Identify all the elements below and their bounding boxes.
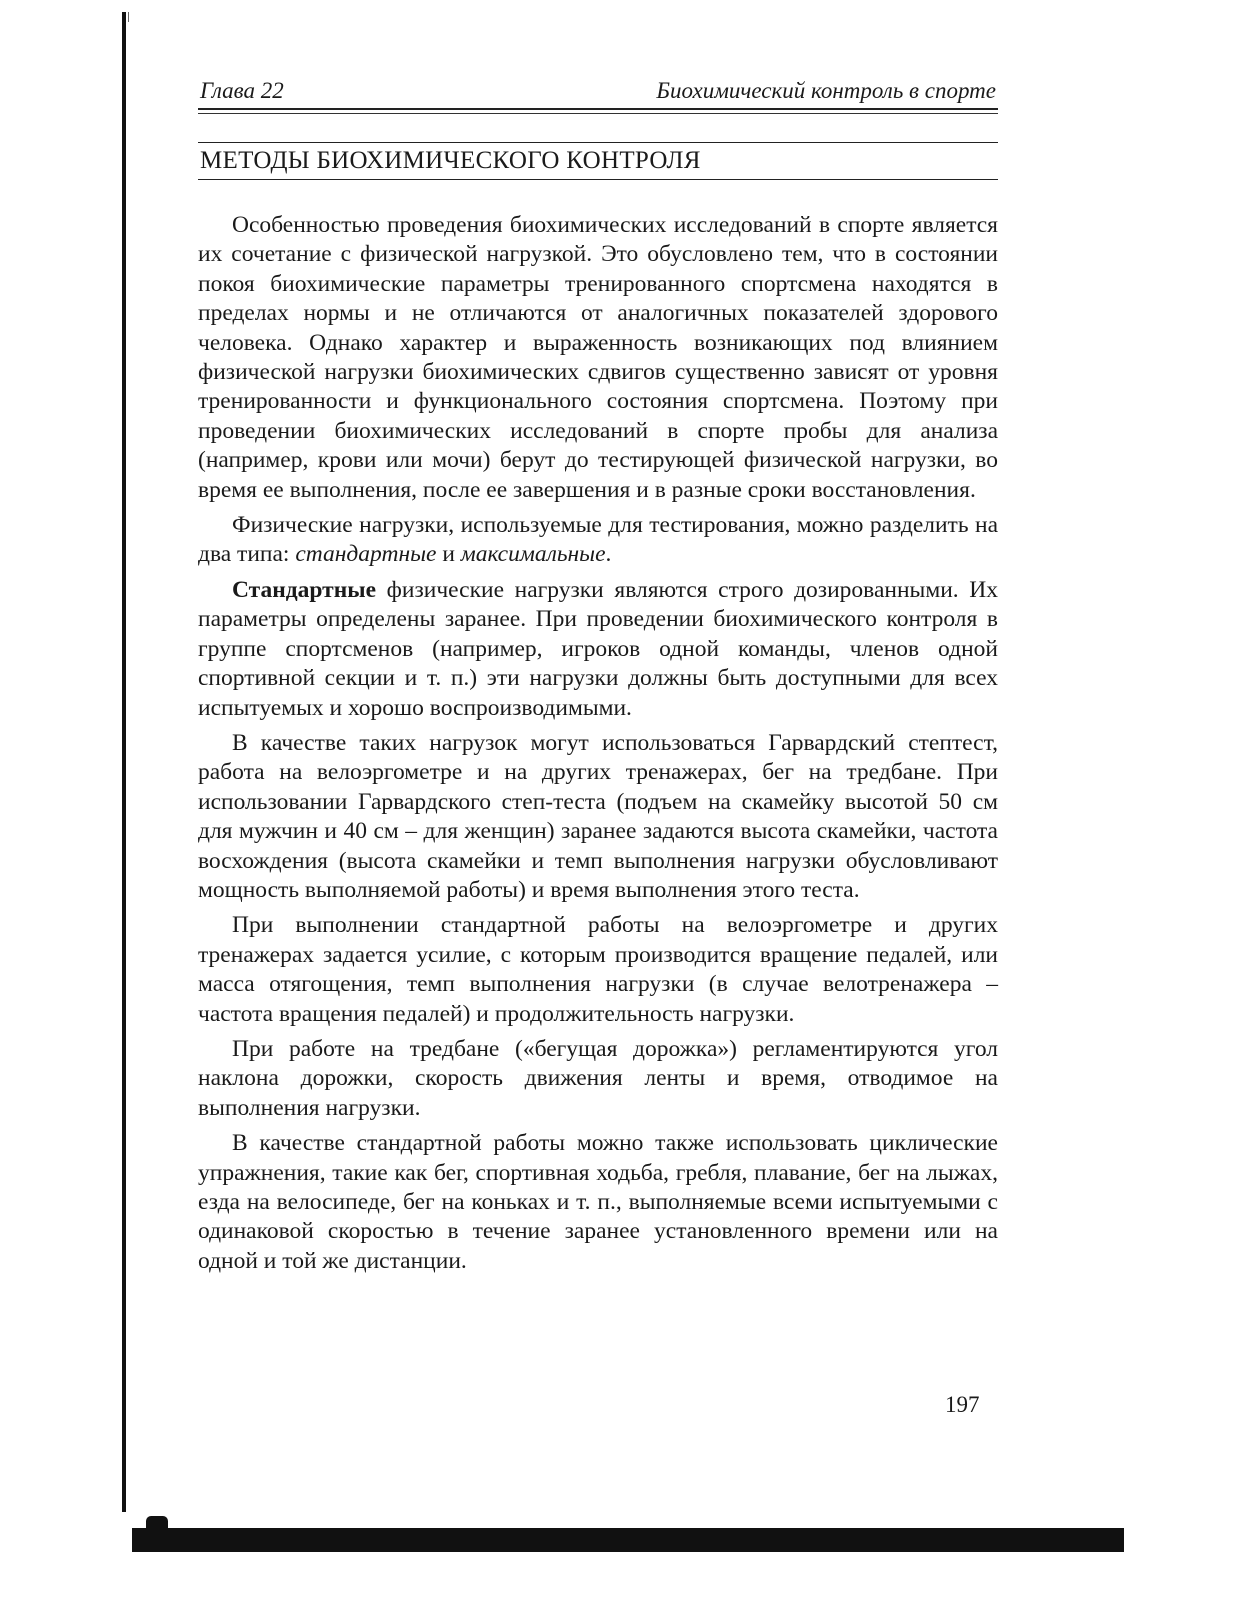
- term-standard: стандартные: [295, 541, 437, 568]
- header-rule-thin: [198, 113, 998, 114]
- scan-bottom-edge: [132, 1528, 1124, 1552]
- paragraph-4: В качестве таких нагрузок могут использоваться Гарвардский стептест, работа на велоэргометре и на других тренажерах, бег на тредбане. При использовании Гарвардского степ-теста (подъем на скамейку высотой 50 см для мужчин и 40 см – для женщин) заранее задаются высота скамейки, частота восхождения (высота скамейки и темп выполнения нагрузки обусловливают мощность выполняемой работы) и время выполнения этого теста.: [198, 729, 998, 903]
- paragraph-7: В качестве стандартной работы можно также использовать циклические упражнения, такие как бег, спортивная ходьба, гребля, плавание, бег на лыжах, езда на велосипеде, бег на коньках и т. п., выполняемые всеми испытуемыми с одинаковой скоростью в течение заранее установленного времени или на одной и той же дистанции.: [198, 1130, 998, 1274]
- paragraph-6: При работе на тредбане («бегущая дорожка») регламентируются угол наклона дорожки, скорость движения ленты и время, отводимое на выполнения нагрузки.: [198, 1035, 998, 1121]
- running-head-chapter: Глава 22: [200, 78, 284, 103]
- paragraph-2: [198, 511, 998, 570]
- paragraph-2-lead: Физические нагрузки, используемые для тестирования, можно разделить на два типа:: [198, 512, 998, 568]
- paragraph-3: [198, 576, 998, 723]
- paragraph-1: Особенностью проведения биохимических исследований в спорте является их сочетание с физической нагрузкой. Это обусловлено тем, что в состоянии покоя биохимические параметры тренированного спортсмена находятся в пределах нормы и не отличаются от аналогичных показателей здорового человека. Однако характер и выраженность возникающих под влиянием физической нагрузки биохимических сдвигов существенно зависят от уровня тренированности и функционального состояния спортсмена. Поэтому при проведении биохимических исследований в спорте пробы для анализа (например, крови или мочи) берут до тестирующей физической нагрузки, во время ее выполнения, после ее завершения и в разные сроки восстановления.: [198, 212, 998, 503]
- book-page: [198, 74, 998, 1282]
- scan-binding-edge: [122, 12, 126, 1512]
- paragraph-3-text: физические нагрузки являются строго дозированными. Их параметры определены заранее. При проведении биохимического контроля в группе спортсменов (например, игроков одной команды, членов одной спортивной секции и т. п.) эти нагрузки должны быть доступными для всех испытуемых и хорошо воспроизводимыми.: [198, 576, 998, 721]
- term-standard-bold: Стандартные: [232, 576, 377, 603]
- header-rule-thick: [198, 108, 998, 110]
- paragraph-2-end: .: [605, 541, 612, 568]
- page-number: 197: [945, 1392, 980, 1417]
- paragraph-5: При выполнении стандартной работы на велоэргометре и других тренажерах задается усилие, с которым производится вращение педалей, или масса отягощения, темп выполнения нагрузки (в случае велотренажера – частота вращения педалей) и продолжительность нагрузки.: [198, 912, 998, 1027]
- term-maximal: максимальные: [460, 541, 606, 568]
- running-head: [198, 74, 998, 108]
- paragraph-2-mid: и: [436, 541, 461, 568]
- body-text: [198, 211, 998, 1276]
- scan-mark: [128, 12, 129, 22]
- section-title: МЕТОДЫ БИОХИМИЧЕСКОГО КОНТРОЛЯ: [198, 142, 998, 180]
- running-head-subject: Биохимический контроль в спорте: [656, 78, 996, 103]
